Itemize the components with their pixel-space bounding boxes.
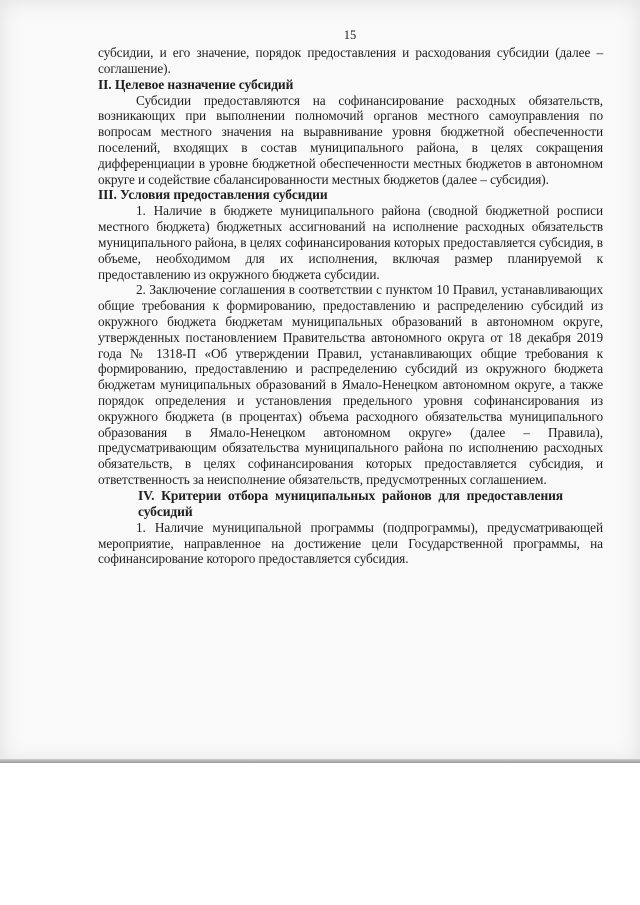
scan-bottom-edge: [0, 759, 640, 763]
intro-paragraph: субсидии, и его значение, порядок предоставления и расходования субсидии (далее – соглашение).: [98, 45, 603, 76]
section-3-item-2: 2. Заключение соглашения в соответствии с пунктом 10 Правил, устанавливающих общие требования к формированию, предоставлению и распределению субсидий из окружного бюджета бюджетам муниципальных образований в автономном округе, утвержденных постановлением Правительства автономного округа от 18 декабря 2019 года № 1318-П «Об утверждении Правил, устанавливающих общие требования к формированию, предоставлению и распределению субсидий из окружного бюджета бюджетам муниципальных образований в Ямало-Ненецком автономном округе, а также порядок определения и установления предельного уровня софинансирования из окружного бюджета (в процентах) объема расходного обязательства муниципального образования в Ямало-Ненецком автономном округе» (далее – Правила), предусматривающим обязательства муниципального района по исполнению расходных обязательств, в целях софинансирования которых предоставляется субсидия, и ответственность за неисполнение обязательств, предусмотренных соглашением.: [98, 282, 603, 487]
section-3-heading: III. Условия предоставления субсидии: [98, 187, 328, 203]
document-body: [98, 45, 603, 567]
section-4-heading: IV. Критерии отбора муниципальных районов для предоставления субсидий: [138, 487, 563, 519]
section-4-item-1: 1. Наличие муниципальной программы (подпрограммы), предусматривающей мероприятие, направленное на достижение цели Государственной программы, на софинансирование которого предоставляется субсидия.: [98, 519, 603, 567]
section-2-heading: II. Целевое назначение субсидий: [98, 76, 294, 92]
section-3-item-1: 1. Наличие в бюджете муниципального района (сводной бюджетной росписи местного бюджета) бюджетных ассигнований на исполнение расходных обязательств муниципального района, в целях софинансирования которых предоставляется субсидия, в объеме, необходимом для их исполнения, включая размер планируемой к предоставлению из окружного бюджета субсидии.: [98, 203, 603, 282]
section-2-paragraph: Субсидии предоставляются на софинансирование расходных обязательств, возникающих при выполнении полномочий органов местного самоуправления по вопросам местного значения на выравнивание уровня бюджетной обеспеченности поселений, входящих в состав муниципального района, в целях сокращения дифференциации в уровне бюджетной обеспеченности местных бюджетов в автономном округе и содействие сбалансированности местных бюджетов (далее – субсидия).: [98, 92, 603, 187]
page-number: 15: [343, 28, 357, 42]
